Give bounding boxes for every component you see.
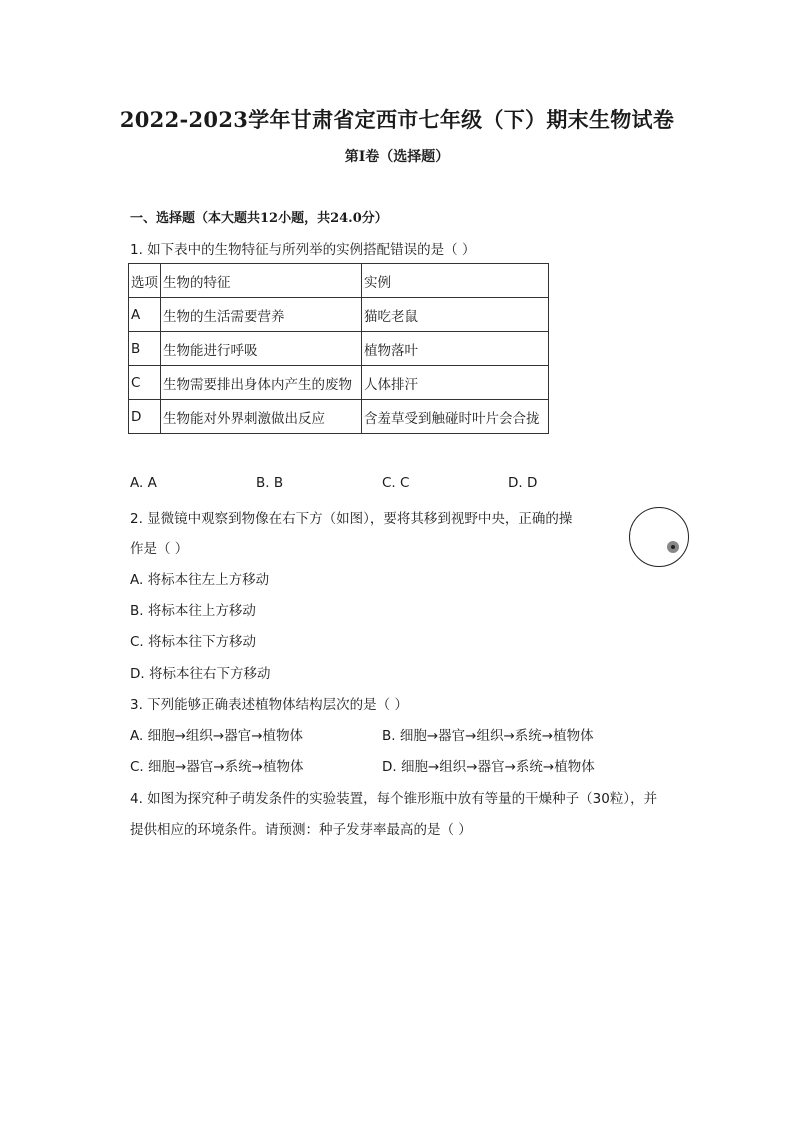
question-2-stem-line1: 2. 显微镜中观察到物像在右下方（如图），要将其移到视野中央，正确的操	[130, 511, 573, 527]
table-cell: 人体排汗	[362, 366, 549, 400]
table-row	[129, 298, 549, 332]
table-cell: 生物的生活需要营养	[161, 298, 362, 332]
exam-subtitle: 第I卷（选择题）	[344, 149, 450, 165]
question-2-option-b[interactable]: B. 将标本往上方移动	[130, 603, 256, 619]
table-cell: A	[129, 298, 161, 332]
table-row	[129, 400, 549, 434]
table-cell: 含羞草受到触碰时叶片会合拢	[362, 400, 549, 434]
question-2-option-a[interactable]: A. 将标本往左上方移动	[130, 572, 270, 588]
question-3-option-d[interactable]: D. 细胞→组织→器官→系统→植物体	[382, 759, 595, 775]
question-2-option-d[interactable]: D. 将标本往右下方移动	[130, 666, 271, 682]
question-4-stem-line1: 4. 如图为探究种子萌发条件的实验装置，每个锥形瓶中放有等量的干燥种子（30粒），并	[130, 791, 658, 807]
table-cell: 猫吃老鼠	[362, 298, 549, 332]
question-1-option-b[interactable]: B. B	[256, 475, 284, 491]
table-header-cell: 实例	[362, 264, 549, 298]
question-4-stem-line2: 提供相应的环境条件。请预测：种子发芽率最高的是（ ）	[130, 822, 472, 838]
table-cell: D	[129, 400, 161, 434]
question-1-option-a[interactable]: A. A	[130, 475, 157, 491]
question-3-option-c[interactable]: C. 细胞→器官→系统→植物体	[130, 759, 304, 775]
exam-title: 2022-2023学年甘肃省定西市七年级（下）期末生物试卷	[119, 107, 675, 132]
question-3-stem: 3. 下列能够正确表述植物体结构层次的是（ ）	[130, 697, 408, 713]
question-1-table	[128, 263, 549, 434]
question-2-option-c[interactable]: C. 将标本往下方移动	[130, 634, 257, 650]
question-2-stem-line2: 作是（ ）	[130, 541, 189, 557]
microscope-field-of-view-icon	[629, 507, 689, 567]
table-cell: 植物落叶	[362, 332, 549, 366]
table-cell: 生物能对外界刺激做出反应	[161, 400, 362, 434]
table-row	[129, 366, 549, 400]
table-header-cell: 生物的特征	[161, 264, 362, 298]
table-cell: B	[129, 332, 161, 366]
table-header-cell: 选项	[129, 264, 161, 298]
table-row	[129, 332, 549, 366]
table-header-row	[129, 264, 549, 298]
question-1-option-d[interactable]: D. D	[508, 475, 538, 491]
specimen-image-core	[671, 545, 675, 549]
table-cell: 生物能进行呼吸	[161, 332, 362, 366]
question-1-option-c[interactable]: C. C	[382, 475, 410, 491]
question-1-stem: 1. 如下表中的生物特征与所列举的实例搭配错误的是（ ）	[130, 242, 476, 258]
question-3-option-b[interactable]: B. 细胞→器官→组织→系统→植物体	[382, 728, 594, 744]
table-cell: 生物需要排出身体内产生的废物	[161, 366, 362, 400]
question-3-option-a[interactable]: A. 细胞→组织→器官→植物体	[130, 728, 304, 744]
section-heading: 一、选择题（本大题共12小题，共24.0分）	[130, 211, 388, 226]
table-cell: C	[129, 366, 161, 400]
